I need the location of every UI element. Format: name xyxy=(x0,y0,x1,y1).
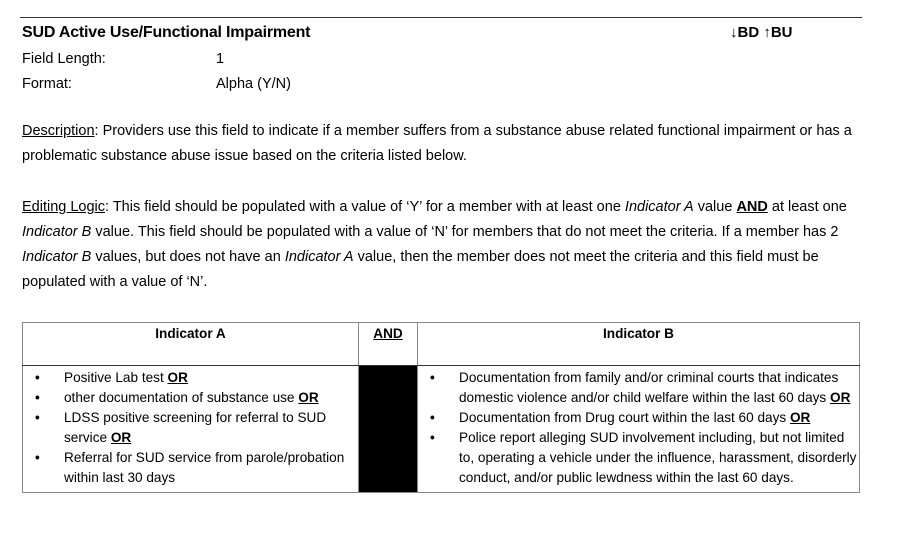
field-title: SUD Active Use/Functional Impairment xyxy=(22,24,311,41)
list-item: • LDSS positive screening for referral to SUD service OR xyxy=(23,408,358,448)
link-bu[interactable]: ↑BU xyxy=(763,24,793,41)
table-body-row xyxy=(23,366,860,493)
list-item: • Referral for SUD service from parole/probation within last 30 days xyxy=(23,448,358,488)
indicator-b-list xyxy=(418,368,859,488)
indicator-a-cell xyxy=(23,366,359,493)
top-rule xyxy=(20,17,862,18)
list-item: • Positive Lab test OR xyxy=(23,368,358,388)
and-cell-shaded xyxy=(359,366,418,493)
list-item: • other documentation of substance use OR xyxy=(23,388,358,408)
arrow-up-icon: ↑ xyxy=(763,24,771,41)
header-and: AND xyxy=(359,323,418,366)
header-indicator-a: Indicator A xyxy=(23,323,359,366)
description-label: Description xyxy=(22,123,95,139)
header-indicator-b: Indicator B xyxy=(418,323,860,366)
field-length-row xyxy=(22,51,225,67)
editing-logic-label: Editing Logic xyxy=(22,199,106,215)
arrow-down-icon: ↓ xyxy=(730,24,738,41)
description-paragraph: Description: Providers use this field to indicate if a member suffers from a substance abuse related functional impairment or has a problematic substance abuse issue based on the criteria listed below. xyxy=(22,123,852,164)
list-item: • Police report alleging SUD involvement including, but not limited to, operating a vehicle under the influence, harassment, disorderly conduct, and/or public lewdness within the last 60 days. xyxy=(418,428,859,488)
format-row xyxy=(22,76,291,92)
nav-links xyxy=(730,24,793,41)
editing-logic-paragraph: Editing Logic: This field should be populated with a value of ‘Y’ for a member with at least one Indicator A value AND at least one Indicator B value. This field should be populated with a value of ‘N’ for members that do not meet the criteria. If a member has 2 Indicator B values, but does not have an Indicator A value, then the member does not meet the criteria and this field must be populated with a value of ‘N’. xyxy=(22,199,847,290)
link-bd[interactable]: ↓BD xyxy=(730,24,760,41)
format-value: Alpha (Y/N) xyxy=(216,76,291,92)
indicator-table xyxy=(22,322,860,493)
list-item: • Documentation from family and/or criminal courts that indicates domestic violence and/or child welfare within the last 60 days OR xyxy=(418,368,859,408)
indicator-a-list xyxy=(23,368,358,488)
table-header-row xyxy=(23,323,860,366)
field-length-value: 1 xyxy=(216,51,225,67)
indicator-b-cell xyxy=(418,366,860,493)
field-length-label: Field Length: xyxy=(22,51,106,67)
format-label: Format: xyxy=(22,76,72,92)
list-item: • Documentation from Drug court within the last 60 days OR xyxy=(418,408,859,428)
